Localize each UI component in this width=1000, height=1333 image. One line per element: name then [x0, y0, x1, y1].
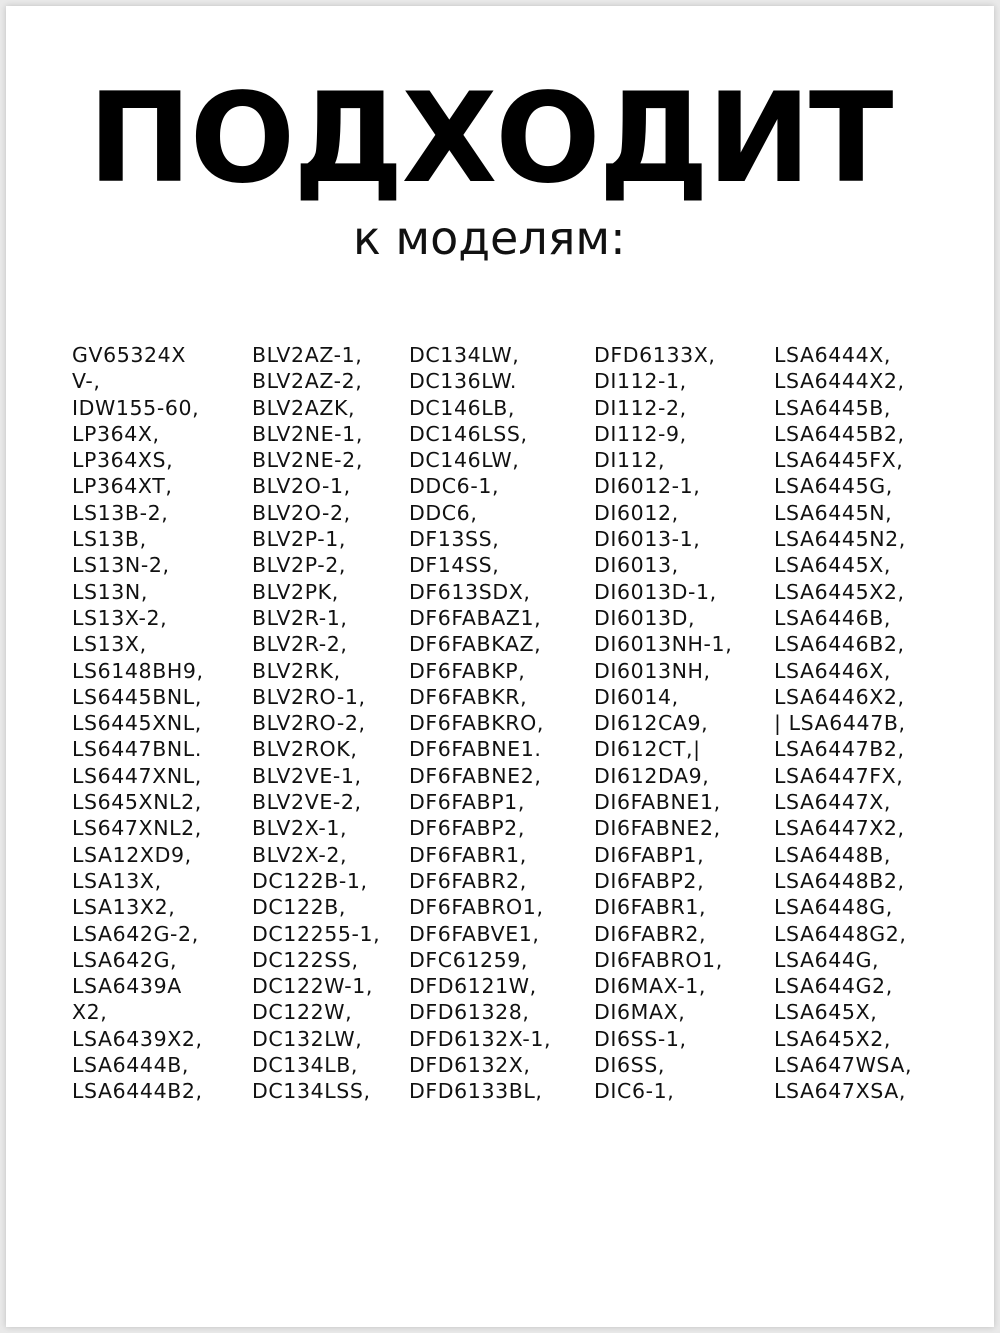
model-item: DC146LW,: [409, 448, 520, 473]
model-item: DC134LSS,: [252, 1079, 371, 1104]
model-item: LSA6445B2,: [774, 421, 905, 446]
model-item: LP364X,: [72, 421, 160, 446]
model-item: DF6FABKAZ,: [409, 632, 542, 657]
model-item: LSA6439A: [72, 974, 182, 999]
model-item: DF6FABKP,: [409, 658, 526, 683]
model-item: LS13N-2,: [72, 553, 170, 578]
model-item: LS6447XNL,: [72, 763, 202, 788]
model-item: BLV2X-1,: [252, 816, 348, 841]
model-item: LSA6446B,: [774, 605, 891, 630]
model-item: LSA644G,: [774, 947, 880, 972]
model-item: DC134LW,: [409, 343, 520, 367]
model-item: LSA644G2,: [774, 974, 893, 999]
model-item: DF6FABR2,: [409, 868, 527, 893]
model-item: DC136LW.: [409, 369, 518, 394]
model-item: DI112-2,: [594, 395, 687, 420]
model-item: DF6FABNE2,: [409, 763, 542, 788]
model-item: DF6FABKRO,: [409, 711, 544, 736]
model-item: BLV2VE-2,: [252, 790, 362, 815]
model-item: DF6FABNE1.: [409, 737, 542, 762]
model-item: LSA6448B,: [774, 842, 891, 867]
model-item: LS645XNL2,: [72, 790, 202, 815]
model-item: BLV2VE-1,: [252, 763, 362, 788]
model-item: LSA13X2,: [72, 895, 176, 920]
model-item: BLV2AZK,: [252, 395, 356, 420]
model-item: LS13X,: [72, 632, 147, 657]
model-item: LSA647XSA,: [774, 1079, 906, 1104]
model-item: DF6FABRO1,: [409, 895, 544, 920]
models-column-4: [594, 342, 732, 1105]
page-title: ПОДХОДИТ: [88, 67, 892, 211]
model-item: DC122SS,: [252, 947, 359, 972]
model-item: BLV2AZ-1,: [252, 343, 363, 367]
model-item: DDC6,: [409, 500, 478, 525]
model-item: LSA647WSA,: [774, 1053, 913, 1078]
model-item: LSA6447X2,: [774, 816, 905, 841]
model-item: LSA6447B2,: [774, 737, 905, 762]
model-item: DC146LSS,: [409, 421, 528, 446]
model-item: LS13B-2,: [72, 500, 169, 525]
model-item: DI612DA9,: [594, 763, 710, 788]
model-item: LSA6444X2,: [774, 369, 905, 394]
model-item: DF6FABKR,: [409, 684, 528, 709]
model-item: DI6MAX,: [594, 1000, 686, 1025]
model-item: DFD6121W,: [409, 974, 537, 999]
model-item: LS13N,: [72, 579, 148, 604]
model-item: LSA6448G,: [774, 895, 893, 920]
page-subtitle: к моделям:: [353, 211, 626, 265]
model-item: DFD6133BL,: [409, 1079, 543, 1104]
model-item: LSA645X,: [774, 1000, 878, 1025]
model-item: LSA6448G2,: [774, 921, 907, 946]
model-item: DIC6-1,: [594, 1079, 675, 1104]
model-item: LSA6445B,: [774, 395, 891, 420]
model-item: LSA6446B2,: [774, 632, 905, 657]
models-column-3: [409, 342, 551, 1105]
model-item: DI612CA9,: [594, 711, 709, 736]
model-item: DI6FABR1,: [594, 895, 707, 920]
model-item: BLV2P-1,: [252, 527, 346, 552]
model-item: DI112,: [594, 448, 666, 473]
model-item: DF13SS,: [409, 527, 500, 552]
model-item: LSA642G,: [72, 947, 178, 972]
models-column-1: [72, 342, 204, 1105]
model-item: DI612CT,|: [594, 737, 701, 762]
model-item: GV65324X: [72, 343, 186, 367]
model-item: DI6013-1,: [594, 527, 701, 552]
model-item: BLV2RK,: [252, 658, 341, 683]
model-item: BLV2R-1,: [252, 605, 348, 630]
model-item: DI6013D-1,: [594, 579, 717, 604]
model-item: BLV2X-2,: [252, 842, 348, 867]
model-item: LSA6447FX,: [774, 763, 904, 788]
models-column-2: [252, 342, 380, 1105]
model-item: LS647XNL2,: [72, 816, 202, 841]
model-item: DI6FABNE2,: [594, 816, 721, 841]
model-item: DC146LB,: [409, 395, 516, 420]
model-item: DC132LW,: [252, 1026, 363, 1051]
model-item: LS13B,: [72, 527, 147, 552]
model-item: LSA6445X2,: [774, 579, 905, 604]
model-item: DC122B-1,: [252, 868, 368, 893]
model-item: LSA6445N2,: [774, 527, 906, 552]
model-item: LS6447BNL.: [72, 737, 202, 762]
model-item: DFD6133X,: [594, 343, 716, 367]
model-item: LS6148BH9,: [72, 658, 204, 683]
model-item: DI6FABNE1,: [594, 790, 721, 815]
model-item: LSA6439X2,: [72, 1026, 203, 1051]
model-item: DI112-9,: [594, 421, 687, 446]
model-item: LSA6444X,: [774, 343, 891, 367]
model-item: DF6FABAZ1,: [409, 605, 542, 630]
model-item: LSA13X,: [72, 868, 162, 893]
page-sheet: [6, 6, 994, 1327]
model-item: DI6FABP1,: [594, 842, 705, 867]
model-item: LS6445BNL,: [72, 684, 202, 709]
model-item: DI6FABP2,: [594, 868, 705, 893]
model-item: BLV2O-2,: [252, 500, 351, 525]
models-column-5: [774, 342, 912, 1105]
model-item: BLV2RO-1,: [252, 684, 366, 709]
model-item: DF613SDX,: [409, 579, 531, 604]
model-item: LSA6444B2,: [72, 1079, 203, 1104]
model-item: BLV2AZ-2,: [252, 369, 363, 394]
model-item: DFC61259,: [409, 947, 529, 972]
model-item: DI6FABR2,: [594, 921, 707, 946]
model-item: DC122B,: [252, 895, 347, 920]
model-item: DI6012-1,: [594, 474, 701, 499]
model-item: DF6FABP2,: [409, 816, 525, 841]
model-item: DF14SS,: [409, 553, 500, 578]
model-item: LSA6445X,: [774, 553, 891, 578]
model-item: V-,: [72, 369, 101, 394]
model-item: IDW155-60,: [72, 395, 200, 420]
model-item: LSA6446X,: [774, 658, 891, 683]
model-item: DC122W,: [252, 1000, 353, 1025]
model-item: DI6014,: [594, 684, 679, 709]
model-item: BLV2NE-1,: [252, 421, 363, 446]
model-item: DI6013,: [594, 553, 679, 578]
model-item: DI6MAX-1,: [594, 974, 706, 999]
model-item: BLV2R-2,: [252, 632, 348, 657]
model-item: LSA6448B2,: [774, 868, 905, 893]
model-item: DI6SS,: [594, 1053, 666, 1078]
model-item: LP364XS,: [72, 448, 174, 473]
model-item: BLV2PK,: [252, 579, 339, 604]
model-item: LS6445XNL,: [72, 711, 202, 736]
model-item: DI112-1,: [594, 369, 687, 394]
model-item: DF6FABVE1,: [409, 921, 540, 946]
model-item: LSA645X2,: [774, 1026, 891, 1051]
model-item: DDC6-1,: [409, 474, 500, 499]
model-item: LS13X-2,: [72, 605, 168, 630]
model-item: DFD61328,: [409, 1000, 530, 1025]
model-item: DF6FABP1,: [409, 790, 525, 815]
model-item: LSA6447X,: [774, 790, 891, 815]
model-item: DC12255-1,: [252, 921, 381, 946]
model-item: LSA6446X2,: [774, 684, 905, 709]
model-item: BLV2ROK,: [252, 737, 358, 762]
model-item: DC134LB,: [252, 1053, 359, 1078]
model-item: LSA6445G,: [774, 474, 893, 499]
model-item: DI6FABRO1,: [594, 947, 723, 972]
model-item: DF6FABR1,: [409, 842, 527, 867]
model-item: DFD6132X,: [409, 1053, 531, 1078]
model-item: DI6013NH-1,: [594, 632, 733, 657]
model-item: LSA6445FX,: [774, 448, 904, 473]
model-item: LSA6444B,: [72, 1053, 189, 1078]
model-item: LSA12XD9,: [72, 842, 192, 867]
model-item: X2,: [72, 1000, 108, 1025]
model-item: | LSA6447B,: [774, 711, 906, 736]
model-item: DI6SS-1,: [594, 1026, 687, 1051]
model-item: BLV2NE-2,: [252, 448, 363, 473]
model-item: DC122W-1,: [252, 974, 374, 999]
model-item: LSA6445N,: [774, 500, 893, 525]
model-item: BLV2RO-2,: [252, 711, 366, 736]
model-item: LSA642G-2,: [72, 921, 199, 946]
model-item: BLV2O-1,: [252, 474, 351, 499]
model-item: DFD6132X-1,: [409, 1026, 552, 1051]
model-item: LP364XT,: [72, 474, 173, 499]
model-item: DI6013D,: [594, 605, 696, 630]
model-item: BLV2P-2,: [252, 553, 346, 578]
model-item: DI6013NH,: [594, 658, 711, 683]
model-item: DI6012,: [594, 500, 679, 525]
